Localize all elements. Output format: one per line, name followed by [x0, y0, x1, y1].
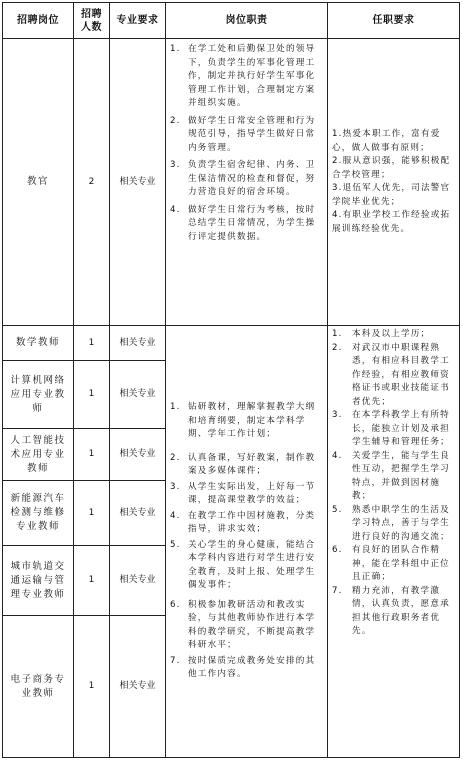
teacher-duties — [166, 326, 327, 757]
major-cell: 相关专业 — [119, 449, 156, 459]
requirement-item: 1.热爱本职工作，富有爱心，做人做事有原则； — [332, 129, 441, 153]
counselor-major: 相关专业 — [119, 176, 156, 187]
position-math-teacher: 数学教师 — [15, 337, 60, 348]
position-ai-teacher: 人工智能技术应用专业教师 — [10, 434, 66, 474]
requirement-item: 4.有职业学校工作经验或拓展训练经验优先。 — [332, 210, 451, 234]
count-cell: 1 — [88, 389, 95, 399]
header-duties: 岗位职责 — [225, 15, 268, 26]
position-ecommerce-teacher: 电子商务专业教师 — [10, 673, 66, 699]
teacher-requirements — [328, 328, 459, 757]
major-cell: 相关专业 — [119, 389, 156, 399]
header-requirements: 任职要求 — [372, 15, 415, 26]
count-cell: 1 — [88, 507, 95, 518]
counselor-position: 教官 — [26, 176, 49, 187]
duty-item: 6. 积极参加教研活动和教改实验，与其他教师协作进行本学科的教学研究，不断提高教学科研水平； — [170, 599, 316, 651]
position-nev-teacher: 新能源汽车检测与维修专业教师 — [10, 493, 66, 532]
duty-item: 5. 关心学生的身心健康，能结合本学科内容进行对学生进行安全教育，及时上报、处理学生偶发事件； — [170, 539, 316, 591]
counselor-requirements — [328, 39, 459, 325]
requirement-item: 1. 本科及以上学历； — [332, 329, 431, 339]
counselor-count: 2 — [88, 176, 95, 187]
duty-item: 4. 在教学工作中因材施教，分类指导，讲求实效； — [170, 510, 316, 535]
count-cell: 1 — [88, 449, 95, 459]
duty-item: 2. 做好学生日常安全管理和行为规范引导，指导学生做好日常内务管理。 — [170, 115, 316, 153]
requirement-item: 2. 对武汉市中职课程熟悉，有相应科目教学工作经验，有相应教师资格证书或职业技能证书者优先； — [332, 342, 450, 407]
duty-item: 3. 从学生实际出发，上好每一节课，提高课堂教学的效益； — [170, 481, 316, 506]
requirement-item: 5. 熟悉中职学生的生活及学习特点，善于与学生进行良好的沟通交流； — [332, 504, 450, 542]
requirement-item: 4. 关爱学生，能与学生良性互动，把握学生学习特点，并做到因材施教； — [332, 450, 450, 501]
counselor-duties — [166, 43, 327, 323]
recruitment-table — [2, 2, 460, 758]
major-cell: 相关专业 — [119, 575, 156, 585]
header-position: 招聘岗位 — [17, 15, 59, 26]
major-cell: 相关专业 — [119, 337, 156, 348]
duty-item: 4. 做好学生日常行为考核，按时总结学生日常情况，为学生操行评定提供数据。 — [170, 204, 316, 242]
count-cell: 1 — [88, 681, 95, 691]
requirement-item: 3. 在本学科教学上有所特长，能独立计划及承担学生辅导和管理任务； — [332, 410, 450, 447]
header-major: 专业要求 — [116, 15, 159, 26]
requirement-item: 6. 有良好的团队合作精神，能在学科组中正位且正确； — [332, 545, 450, 582]
requirement-item: 2.服从意识强，能够积极配合学校管理； — [332, 156, 451, 180]
major-cell: 相关专业 — [119, 507, 156, 518]
duty-item: 1. 钻研教材，理解掌握教学大纲和培育纲要，制定本学科学期、学年工作计划； — [170, 402, 316, 440]
requirement-item: 7. 精力充沛，有教学激情，认真负责，愿意承担其他行政职务者优先。 — [332, 585, 450, 636]
requirement-item: 3.退伍军人优先，司法警官学院毕业优先； — [332, 183, 451, 207]
duty-item: 1. 在学工处和后勤保卫处的领导下，负责学生的军事化管理工作，制定并执行好学生军事化管理工作计划，合理制定方案并组织实施。 — [170, 44, 316, 108]
header-count: 招聘人数 — [81, 8, 102, 33]
position-network-teacher: 计算机网络应用专业教师 — [10, 374, 66, 414]
duty-item: 3. 负责学生宿舍纪律、内务、卫生保洁情况的检查和督促，努力营造良好的宿舍环境。 — [170, 160, 316, 197]
count-cell: 1 — [88, 575, 95, 585]
count-cell: 1 — [88, 337, 95, 348]
major-cell: 相关专业 — [119, 681, 156, 691]
duty-item: 2. 认真备课，写好教案，制作教案及多媒体课件； — [170, 452, 316, 477]
duty-item: 7. 按时保质完成教务处安排的其他工作内容。 — [170, 655, 316, 680]
position-rail-teacher: 城市轨道交通运输与管理专业教师 — [10, 560, 66, 600]
